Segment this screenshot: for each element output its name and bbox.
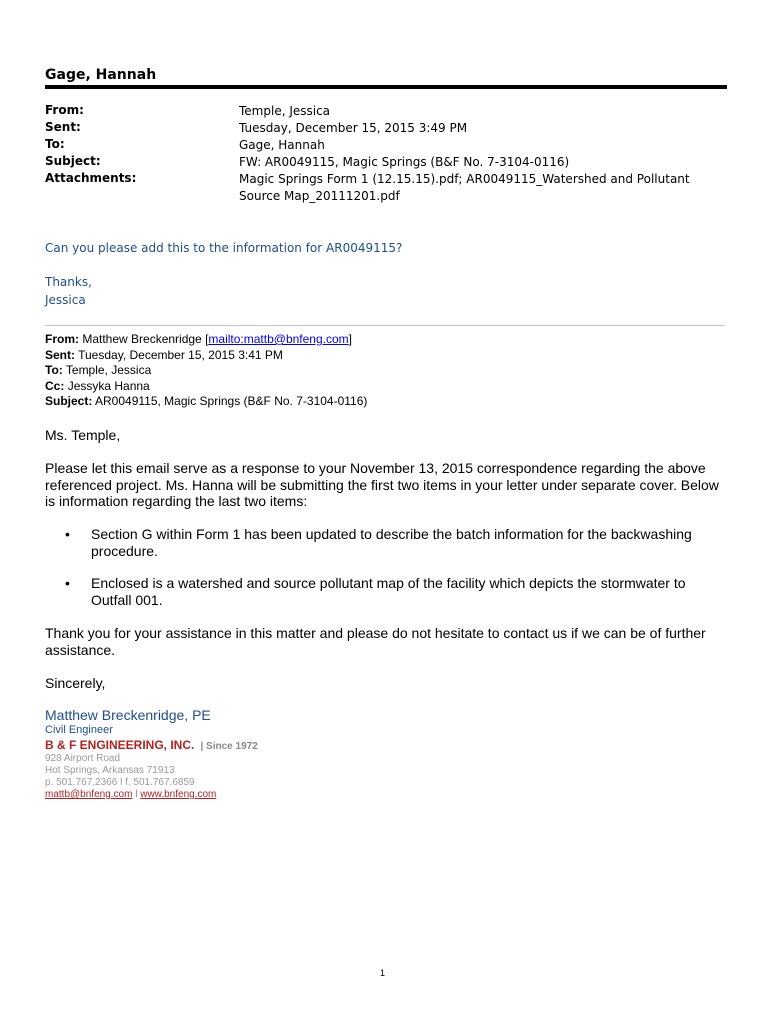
sent-value: Tuesday, December 15, 2015 3:49 PM bbox=[239, 121, 468, 135]
bullet-dot-icon: • bbox=[65, 526, 70, 542]
signature-email-link[interactable]: mattb@bnfeng.com bbox=[45, 789, 133, 800]
signature-address bbox=[45, 753, 195, 789]
bullet-list bbox=[45, 526, 725, 624]
fwd-from-email-link[interactable]: mailto:mattb@bnfeng.com bbox=[208, 332, 349, 346]
bullet-item bbox=[45, 575, 725, 608]
fwd-to-value: Temple, Jessica bbox=[65, 363, 152, 377]
from-value: Temple, Jessica bbox=[239, 104, 331, 118]
fwd-subject-row bbox=[45, 394, 367, 410]
signature-role: Civil Engineer bbox=[45, 724, 113, 736]
bullet-text: Section G within Form 1 has been updated to describe the batch information for the backwashing procedure. bbox=[91, 526, 692, 559]
fwd-sent-label: Sent: bbox=[45, 347, 75, 362]
closing: Sincerely, bbox=[45, 675, 106, 691]
forward-signoff: Jessica bbox=[45, 293, 86, 307]
fwd-sent-value: Tuesday, December 15, 2015 3:41 PM bbox=[78, 347, 283, 362]
forwarded-header bbox=[45, 332, 367, 410]
forward-note: Can you please add this to the information for AR0049115? bbox=[45, 241, 403, 255]
bullet-dot-icon: • bbox=[65, 575, 70, 591]
signature-company bbox=[45, 738, 258, 752]
bullet-text: Enclosed is a watershed and source pollutant map of the facility which depicts the stormwater to Outfall 001. bbox=[91, 575, 686, 608]
sent-label: Sent: bbox=[45, 120, 81, 134]
fwd-from-name: Matthew Breckenridge [ bbox=[82, 332, 209, 346]
attachments-label: Attachments: bbox=[45, 171, 137, 185]
fwd-from-label: From: bbox=[45, 332, 79, 346]
attachments-value[interactable]: Magic Springs Form 1 (12.15.15).pdf; AR0049115_Watershed and Pollutant Source Map_20111201.pdf bbox=[239, 172, 690, 203]
fwd-to-row bbox=[45, 363, 367, 379]
forward-thanks: Thanks, bbox=[45, 275, 92, 289]
fwd-subject-label: Subject: bbox=[45, 394, 93, 408]
fwd-from-row bbox=[45, 332, 367, 348]
from-label: From: bbox=[45, 103, 84, 117]
signature-website-link[interactable]: www.bnfeng.com bbox=[140, 789, 217, 800]
fwd-cc-label: Cc: bbox=[45, 378, 65, 393]
address-line-1: 928 Airport Road bbox=[45, 753, 121, 764]
company-since: | Since 1972 bbox=[197, 741, 258, 752]
phone-fax: p. 501.767.2366 l f. 501.767.6859 bbox=[45, 777, 195, 788]
address-line-2: Hot Springs, Arkansas 71913 bbox=[45, 765, 175, 776]
bullet-item bbox=[45, 526, 725, 559]
forward-separator bbox=[45, 325, 725, 326]
body-paragraph-2: Thank you for your assistance in this matter and please do not hesitate to contact us if we can be of further assistance. bbox=[45, 625, 706, 658]
to-value: Gage, Hannah bbox=[239, 138, 325, 152]
subject-label: Subject: bbox=[45, 154, 101, 168]
greeting: Ms. Temple, bbox=[45, 427, 121, 443]
link-separator: l bbox=[135, 789, 138, 800]
fwd-cc-value: Jessyka Hanna bbox=[67, 378, 150, 393]
company-name: B & F ENGINEERING, INC. bbox=[45, 738, 195, 752]
header-rule bbox=[45, 85, 727, 89]
fwd-cc-row bbox=[45, 379, 367, 395]
signature-name: Matthew Breckenridge, PE bbox=[45, 707, 211, 723]
page-number: 1 bbox=[380, 968, 386, 978]
subject-value: FW: AR0049115, Magic Springs (B&F No. 7-3104-0116) bbox=[239, 155, 570, 169]
mailbox-owner: Gage, Hannah bbox=[45, 67, 157, 83]
fwd-from-close: ] bbox=[348, 332, 352, 346]
fwd-sent-row bbox=[45, 348, 367, 364]
signature-links bbox=[45, 789, 216, 800]
fwd-subject-value: AR0049115, Magic Springs (B&F No. 7-3104-0116) bbox=[95, 394, 368, 408]
fwd-to-label: To: bbox=[45, 363, 63, 377]
to-label: To: bbox=[45, 137, 65, 151]
body-paragraph-1: Please let this email serve as a response to your November 13, 2015 correspondence regarding the above referenced project. Ms. Hanna will be submitting the first two items in your letter under separate cover. Below is information regarding the last two items: bbox=[45, 460, 719, 509]
